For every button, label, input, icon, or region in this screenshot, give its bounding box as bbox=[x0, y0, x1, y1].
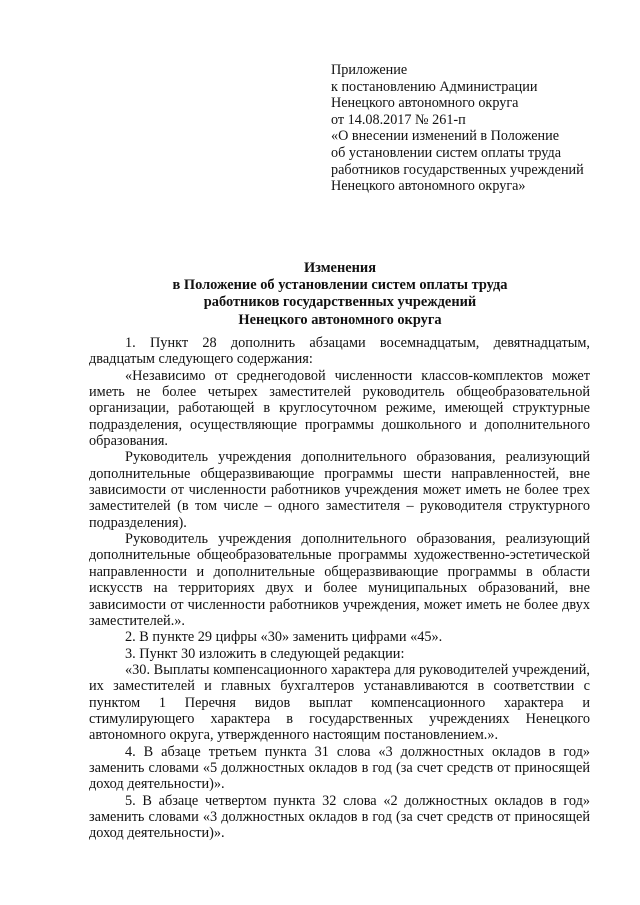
appendix-line: «О внесении изменений в Положение bbox=[331, 128, 560, 145]
title-line: работников государственных учреждений bbox=[203, 294, 477, 311]
paragraph-item-1: 1. Пункт 28 дополнить абзацами восемнадцатым, девятнадцатым, двадцатым следующего содержания: bbox=[89, 335, 590, 368]
appendix-line: к постановлению Администрации bbox=[331, 78, 538, 95]
document-body bbox=[89, 335, 590, 842]
document-title bbox=[80, 260, 600, 329]
paragraph-quote-2: Руководитель учреждения дополнительного образования, реализующий дополнительные общеразвивающие программы шести направленностей, вне зависимости от численности работников учреждения может иметь не более трех заместителей (в том числе – одного заместителя – руководителя структурного подразделения). bbox=[89, 449, 590, 531]
appendix-line: от 14.08.2017 № 261-п bbox=[331, 111, 466, 128]
appendix-line: Ненецкого автономного округа» bbox=[331, 178, 526, 195]
appendix-line: об установлении систем оплаты труда bbox=[331, 144, 561, 161]
paragraph-item-4: 4. В абзаце третьем пункта 31 слова «3 должностных окладов в год» заменить словами «5 должностных окладов в год (за счет средств от приносящей доход деятельности)». bbox=[89, 743, 590, 793]
paragraph-item-5: 5. В абзаце четвертом пункта 32 слова «2 должностных окладов в год» заменить словами «3 должностных окладов в год (за счет средств от приносящей доход деятельности)». bbox=[89, 792, 590, 842]
title-line: Ненецкого автономного округа bbox=[238, 311, 442, 328]
paragraph-quote-4: «30. Выплаты компенсационного характера для руководителей учреждений, их заместителей и главных бухгалтеров устанавливаются в соответствии с пунктом 1 Перечня видов выплат компенсационного характера и стимулирующего характера в государственных учреждениях Ненецкого автономного округа, утвержденного настоящим постановлением.». bbox=[89, 661, 590, 744]
title-line: в Положение об установлении систем оплаты труда bbox=[172, 277, 508, 294]
paragraph-item-3: 3. Пункт 30 изложить в следующей редакции: bbox=[125, 645, 405, 662]
appendix-line: Ненецкого автономного округа bbox=[331, 95, 519, 112]
paragraph-quote-3: Руководитель учреждения дополнительного образования, реализующий дополнительные общеобразовательные программы художественно-эстетической направленности и дополнительные общеразвивающие программы в области искусств на территориях двух и более муниципальных образований, вне зависимости от численности работников учреждения, может иметь не более двух заместителей.». bbox=[89, 531, 590, 629]
paragraph-item-2: 2. В пункте 29 цифры «30» заменить цифрами «45». bbox=[125, 629, 443, 646]
title-line: Изменения bbox=[303, 260, 376, 276]
appendix-header bbox=[331, 62, 621, 195]
appendix-line: Приложение bbox=[331, 62, 408, 78]
paragraph-quote-1: «Независимо от среднегодовой численности классов-комплектов может иметь не более четырех заместителей руководитель общеобразовательной организации, работающей в круглосуточном режиме, имеющей структурные подразделения, осуществляющие программы дошкольного и дополнительного образования. bbox=[89, 367, 590, 450]
appendix-line: работников государственных учреждений bbox=[331, 161, 584, 178]
